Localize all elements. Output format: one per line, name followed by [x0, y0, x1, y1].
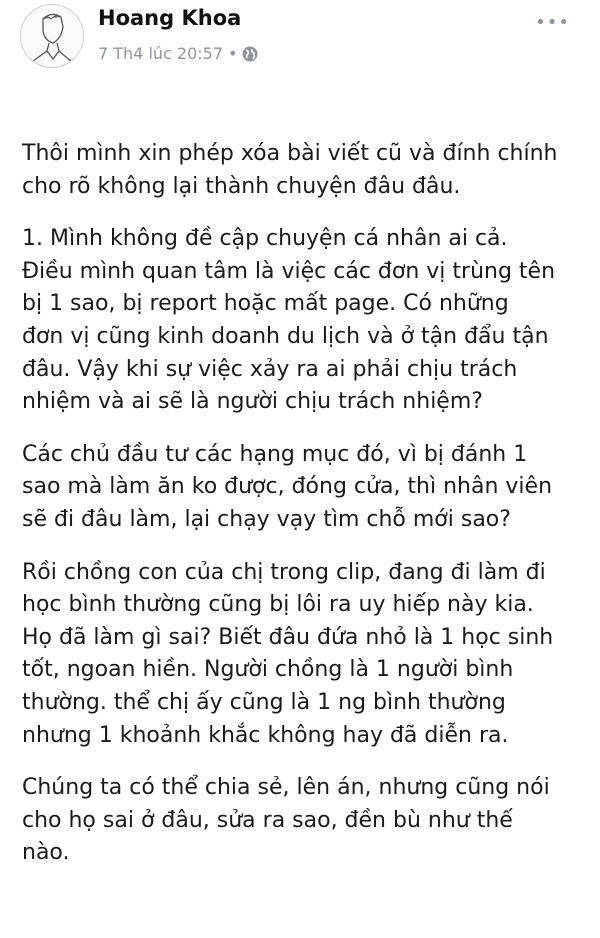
post-text-line: đơn vị cũng kinh doanh du lịch và ở tận đẩu tận: [22, 323, 549, 349]
post-text-line: Các chủ đầu tư các hạng mục đó, vì bị đánh 1: [22, 441, 528, 467]
post-meta: [98, 44, 258, 63]
post-paragraph: [22, 439, 590, 537]
globe-icon: [242, 46, 258, 62]
post-text-line: đâu. Vậy khi sự việc xảy ra ai phải chịu trách: [22, 356, 518, 382]
post-text-line: nhiệm và ai sẽ là người chịu trách nhiệm?: [22, 389, 483, 415]
more-options-button[interactable]: •••: [535, 12, 570, 33]
post-text-line: cho họ sai ở đâu, sửa ra sao, đền bù như thế: [22, 807, 513, 833]
post-text-line: Họ đã làm gì sai? Biết đâu đứa nhỏ là 1 học sinh: [22, 624, 554, 650]
post-paragraph: [22, 772, 590, 870]
post-text-line: Chúng ta có thể chia sẻ, lên án, nhưng cũng nói: [22, 775, 550, 801]
post-text-line: học bình thường cũng bị lôi ra uy hiếp này kia.: [22, 592, 534, 618]
post-text-line: tốt, ngoan hiền. Người chồng là 1 người bình: [22, 657, 514, 683]
post-text-line: 1. Mình không đề cập chuyện cá nhân ai cả.: [22, 226, 508, 252]
post-text-line: bị 1 sao, bị report hoặc mất page. Có những: [22, 291, 509, 317]
post-timestamp[interactable]: 7 Th4 lúc 20:57: [98, 44, 224, 63]
post-paragraph: [22, 557, 590, 753]
post-paragraph: [22, 223, 590, 419]
post-paragraph: [22, 138, 590, 203]
post-body: [22, 138, 590, 890]
post-text-line: sẽ đi đâu làm, lại chạy vạy tìm chỗ mới sao?: [22, 506, 511, 532]
post-text-line: nhưng 1 khoảnh khắc không hay đã diễn ra.: [22, 722, 509, 748]
post-text-line: thường. thể chị ấy cũng là 1 ng bình thường: [22, 689, 506, 715]
post-text-line: nào.: [22, 840, 70, 866]
avatar-sketch-icon: [21, 5, 83, 67]
meta-separator: •: [228, 44, 238, 63]
post-text-line: Rồi chồng con của chị trong clip, đang đi làm đi: [22, 559, 546, 585]
post-text-line: cho rõ không lại thành chuyện đâu đâu.: [22, 173, 461, 199]
post-header: [0, 0, 600, 80]
author-name[interactable]: Hoang Khoa: [98, 6, 242, 30]
post-text-line: Thôi mình xin phép xóa bài viết cũ và đính chính: [22, 141, 558, 166]
post-text-line: sao mà làm ăn ko được, đóng cửa, thì nhân viên: [22, 474, 553, 500]
author-avatar[interactable]: [20, 4, 84, 68]
post-text-line: Điều mình quan tâm là việc các đơn vị trùng tên: [22, 258, 556, 284]
